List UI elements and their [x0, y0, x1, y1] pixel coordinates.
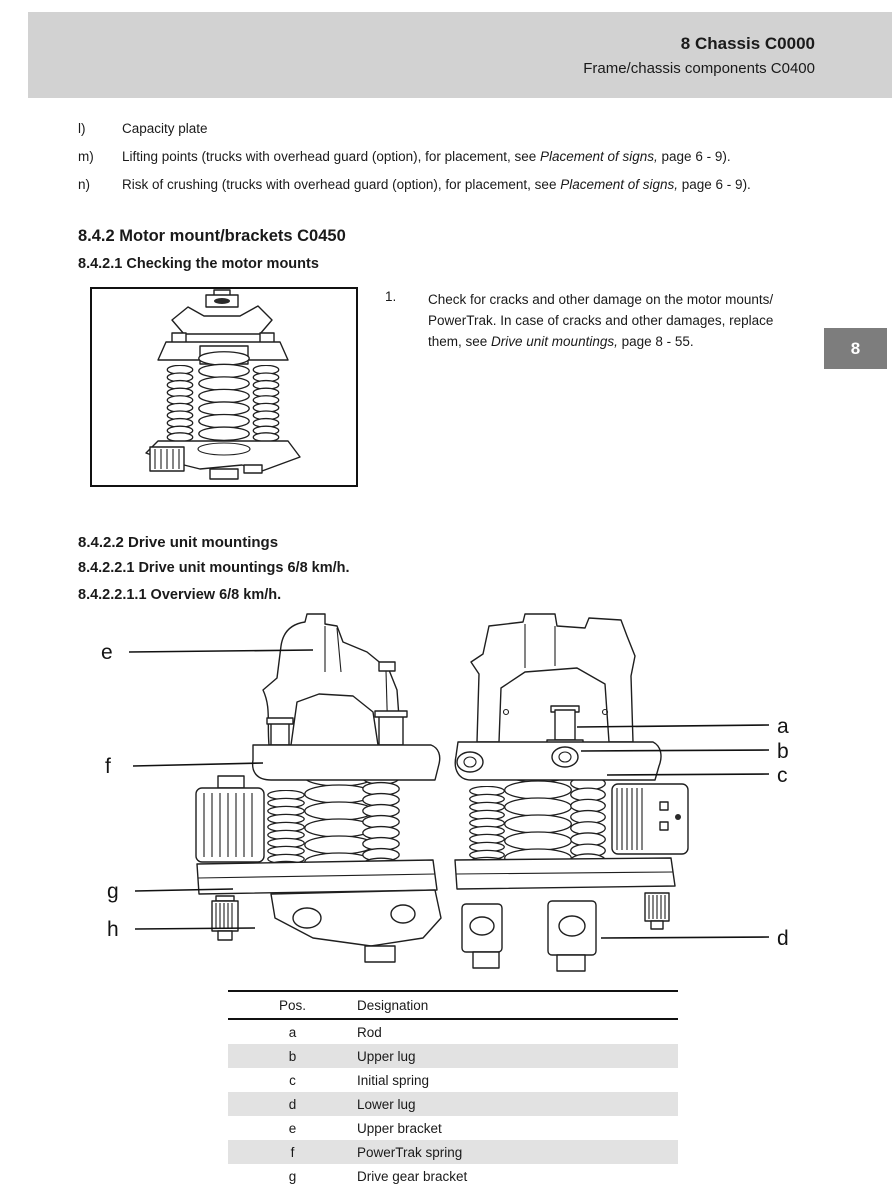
table-row — [228, 1044, 678, 1068]
designation-cell: Rod — [357, 1024, 382, 1040]
pos-cell: a — [288, 1024, 297, 1040]
parts-table — [228, 990, 678, 1188]
section-subtitle: Frame/chassis components C0400 — [583, 60, 815, 78]
drive-unit-diagram — [85, 612, 815, 984]
pos-cell: e — [288, 1120, 297, 1136]
pos-cell: b — [288, 1048, 297, 1064]
col-header-pos: Pos. — [278, 997, 306, 1013]
table-row — [228, 1164, 678, 1188]
heading-drive-unit-68: 8.4.2.2.1 Drive unit mountings 6/8 km/h. — [78, 560, 350, 576]
list-text-italic: Placement of signs, — [539, 149, 658, 164]
motor-mount-figure — [90, 287, 358, 487]
list-text: Lifting points (trucks with overhead guard (option), for placement, see — [122, 149, 540, 164]
table-row — [228, 1068, 678, 1092]
parts-table-header-row — [228, 991, 678, 1019]
step-text — [428, 289, 800, 352]
list-text-after: page 6 - 9). — [678, 177, 751, 192]
step-text-before: Check for cracks and other damage on the motor mounts/ PowerTrak. In case of cracks and other damages, replace them, see — [428, 292, 774, 349]
pos-cell: f — [290, 1144, 295, 1160]
list-prefix: m) — [78, 149, 94, 164]
step-text-after: page 8 - 55. — [617, 334, 694, 349]
diagram-label-h: h — [107, 918, 119, 941]
list-text-italic: Placement of signs, — [560, 177, 679, 192]
diagram-label-a: a — [777, 715, 789, 738]
heading-motor-mount: 8.4.2 Motor mount/brackets C0450 — [78, 227, 346, 245]
designation-cell: Drive gear bracket — [357, 1168, 468, 1184]
diagram-label-b: b — [777, 740, 789, 763]
motor-mount-drawing — [92, 289, 356, 485]
heading-drive-unit: 8.4.2.2 Drive unit mountings — [78, 534, 279, 551]
col-header-designation: Designation — [357, 997, 429, 1013]
heading-checking-motor-mounts: 8.4.2.1 Checking the motor mounts — [78, 256, 319, 272]
chapter-title: 8 Chassis C0000 — [680, 34, 815, 53]
list-text: Capacity plate — [122, 121, 208, 136]
designation-cell: PowerTrak spring — [357, 1144, 463, 1160]
right-assembly — [455, 614, 688, 971]
step-number: 1. — [385, 289, 397, 304]
table-row — [228, 1092, 678, 1116]
list-prefix: n) — [78, 177, 91, 192]
pos-cell: g — [288, 1168, 297, 1184]
chapter-tab-number: 8 — [850, 338, 861, 358]
diagram-label-f: f — [105, 755, 111, 778]
diagram-label-c: c — [777, 764, 788, 787]
step-text-italic: Drive unit mountings, — [491, 334, 618, 349]
list-text: Risk of crushing (trucks with overhead guard (option), for placement, see — [122, 177, 561, 192]
list-item-l — [78, 120, 798, 137]
list-item-n — [78, 176, 798, 193]
diagram-label-g: g — [107, 880, 119, 903]
table-row — [228, 1140, 678, 1164]
designation-cell: Upper bracket — [357, 1120, 442, 1136]
designation-cell: Initial spring — [357, 1072, 430, 1088]
table-row — [228, 1019, 678, 1044]
chapter-tab — [824, 328, 887, 369]
designation-cell: Upper lug — [357, 1048, 416, 1064]
heading-overview-68: 8.4.2.2.1.1 Overview 6/8 km/h. — [78, 587, 282, 603]
list-prefix: l) — [78, 121, 86, 136]
diagram-label-e: e — [101, 641, 113, 664]
designation-cell: Lower lug — [357, 1096, 416, 1112]
left-assembly — [196, 614, 441, 962]
drive-unit-drawing — [85, 612, 815, 984]
pos-cell: d — [288, 1096, 297, 1112]
list-text-after: page 6 - 9). — [657, 149, 731, 164]
table-row — [228, 1116, 678, 1140]
pos-cell: c — [289, 1072, 296, 1088]
page-header — [28, 12, 892, 98]
list-item-m — [78, 148, 798, 165]
diagram-label-d: d — [777, 927, 789, 950]
